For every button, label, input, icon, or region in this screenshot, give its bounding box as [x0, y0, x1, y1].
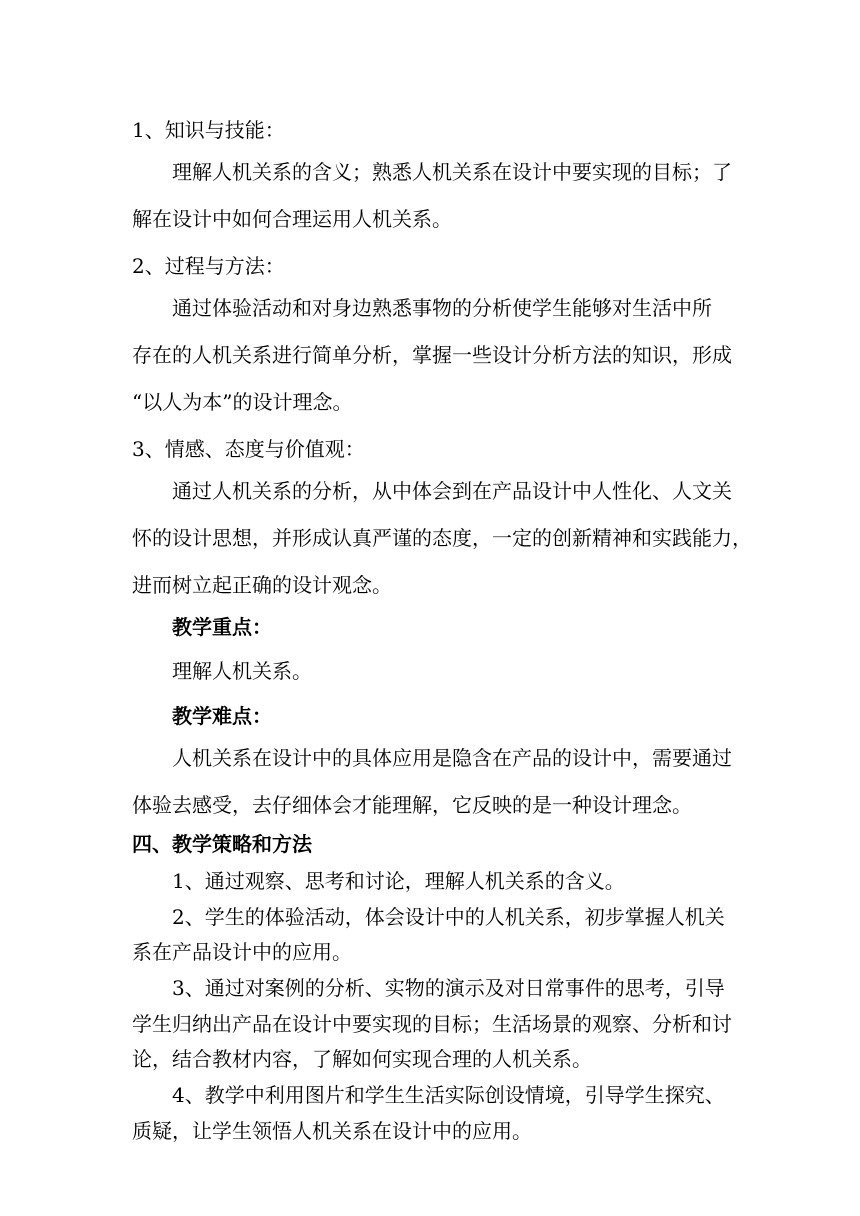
list-item: 4、教学中利用图片和学生生活实际创设情境，引导学生探究、 — [172, 1083, 725, 1107]
list-item-continuation: 学生归纳出产品在设计中要实现的目标；生活场景的观察、分析和讨 — [132, 1012, 732, 1036]
list-item-continuation: 质疑，让学生领悟人机关系在设计中的应用。 — [132, 1119, 532, 1143]
paragraph-line: 怀的设计思想，并形成认真严谨的态度，一定的创新精神和实践能力， — [132, 526, 752, 550]
paragraph-line: 存在的人机关系进行简单分析，掌握一些设计分析方法的知识，形成 — [132, 343, 732, 367]
paragraph-line: “以人为本”的设计理念。 — [132, 390, 353, 414]
heading-teaching-strategies: 四、教学策略和方法 — [132, 832, 312, 856]
paragraph-line: 体验去感受，去仔细体会才能理解，它反映的是一种设计理念。 — [132, 793, 692, 817]
paragraph-line: 通过体验活动和对身边熟悉事物的分析使学生能够对生活中所 — [172, 296, 712, 320]
paragraph-line: 进而树立起正确的设计观念。 — [132, 573, 392, 597]
section-heading-knowledge-skills: 1、知识与技能： — [132, 118, 285, 142]
list-item: 1、通过观察、思考和讨论，理解人机关系的含义。 — [172, 869, 625, 893]
paragraph-line: 人机关系在设计中的具体应用是隐含在产品的设计中，需要通过 — [172, 746, 732, 770]
paragraph-line: 解在设计中如何合理运用人机关系。 — [132, 207, 452, 231]
heading-teaching-key-points: 教学重点： — [172, 615, 272, 639]
list-item: 3、通过对案例的分析、实物的演示及对日常事件的思考，引导 — [172, 976, 725, 1000]
section-heading-attitude-values: 3、情感、态度与价值观： — [132, 437, 365, 461]
section-heading-process-method: 2、过程与方法： — [132, 254, 285, 278]
list-item-continuation: 论，结合教材内容，了解如何实现合理的人机关系。 — [132, 1047, 592, 1071]
paragraph-line: 理解人机关系。 — [172, 659, 312, 683]
heading-teaching-difficulties: 教学难点： — [172, 704, 272, 728]
paragraph-line: 理解人机关系的含义；熟悉人机关系在设计中要实现的目标；了 — [172, 160, 732, 184]
paragraph-line: 通过人机关系的分析，从中体会到在产品设计中人性化、人文关 — [172, 479, 732, 503]
list-item-continuation: 系在产品设计中的应用。 — [132, 940, 352, 964]
list-item: 2、学生的体验活动，体会设计中的人机关系，初步掌握人机关 — [172, 905, 725, 929]
